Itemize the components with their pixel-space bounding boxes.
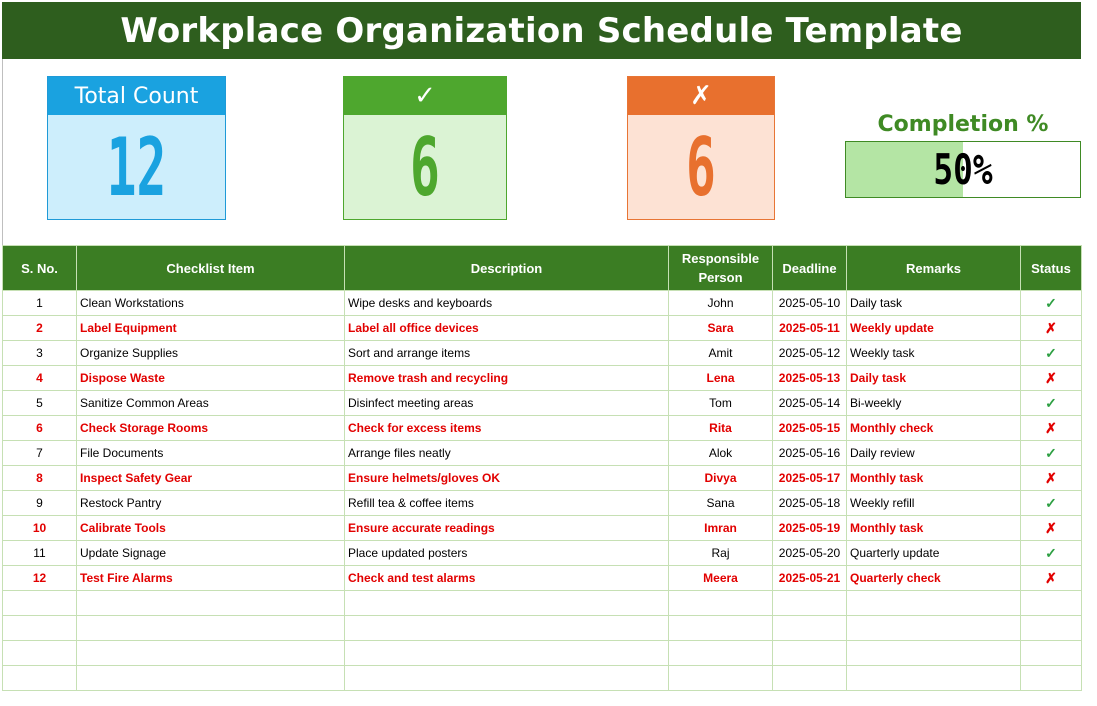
cell-sno[interactable]: 5 <box>3 391 77 416</box>
sheet-border <box>2 59 3 245</box>
cell-responsible-person[interactable]: Rita <box>669 416 773 441</box>
check-icon: ✓ <box>1045 544 1057 561</box>
cell-checklist-item[interactable]: Inspect Safety Gear <box>77 466 345 491</box>
empty-cell[interactable] <box>77 591 345 616</box>
cell-remarks[interactable]: Bi-weekly <box>847 391 1021 416</box>
empty-cell[interactable] <box>1021 616 1082 641</box>
table-row <box>3 441 1082 466</box>
completion-label: Completion % <box>877 112 1049 137</box>
cell-responsible-person[interactable]: Divya <box>669 466 773 491</box>
page-title: Workplace Organization Schedule Template <box>2 2 1081 59</box>
cell-checklist-item[interactable]: Check Storage Rooms <box>77 416 345 441</box>
cell-deadline[interactable]: 2025-05-18 <box>773 491 847 516</box>
cell-deadline[interactable]: 2025-05-16 <box>773 441 847 466</box>
cell-sno[interactable]: 10 <box>3 516 77 541</box>
cell-description[interactable]: Remove trash and recycling <box>345 366 669 391</box>
cell-remarks[interactable]: Weekly refill <box>847 491 1021 516</box>
check-icon: ✓ <box>1045 494 1057 511</box>
cell-deadline[interactable]: 2025-05-14 <box>773 391 847 416</box>
completed-count-value: 6 <box>410 120 440 214</box>
empty-cell[interactable] <box>847 641 1021 666</box>
total-count-value: 12 <box>106 120 167 214</box>
empty-cell[interactable] <box>3 666 77 691</box>
cell-checklist-item[interactable]: File Documents <box>77 441 345 466</box>
cross-icon: ✗ <box>1045 569 1057 586</box>
cell-checklist-item[interactable]: Update Signage <box>77 541 345 566</box>
cell-status[interactable] <box>1021 541 1082 566</box>
check-icon: ✓ <box>1045 394 1057 411</box>
checklist-table <box>2 245 1082 691</box>
cell-description[interactable]: Label all office devices <box>345 316 669 341</box>
total-count-card <box>47 76 226 220</box>
completed-count-card <box>343 76 507 220</box>
pending-count-value: 6 <box>686 120 716 214</box>
cell-sno[interactable]: 12 <box>3 566 77 591</box>
cell-responsible-person[interactable]: Lena <box>669 366 773 391</box>
cell-remarks[interactable]: Weekly update <box>847 316 1021 341</box>
cell-description[interactable]: Ensure helmets/gloves OK <box>345 466 669 491</box>
cell-remarks[interactable]: Daily task <box>847 291 1021 316</box>
cell-deadline[interactable]: 2025-05-19 <box>773 516 847 541</box>
cell-description[interactable]: Disinfect meeting areas <box>345 391 669 416</box>
check-icon: ✓ <box>344 77 506 115</box>
table-row <box>3 541 1082 566</box>
empty-table-row <box>3 641 1082 666</box>
cell-remarks[interactable]: Monthly check <box>847 416 1021 441</box>
cell-checklist-item[interactable]: Label Equipment <box>77 316 345 341</box>
cell-sno[interactable]: 6 <box>3 416 77 441</box>
cell-responsible-person[interactable]: Sara <box>669 316 773 341</box>
empty-cell[interactable] <box>669 666 773 691</box>
cell-description[interactable]: Check for excess items <box>345 416 669 441</box>
cell-deadline[interactable]: 2025-05-12 <box>773 341 847 366</box>
cell-checklist-item[interactable]: Clean Workstations <box>77 291 345 316</box>
cell-sno[interactable]: 7 <box>3 441 77 466</box>
check-icon: ✓ <box>1045 444 1057 461</box>
cell-status[interactable] <box>1021 366 1082 391</box>
table-row <box>3 391 1082 416</box>
cell-deadline[interactable]: 2025-05-11 <box>773 316 847 341</box>
pending-count-card <box>627 76 775 220</box>
check-icon: ✓ <box>1045 344 1057 361</box>
table-row <box>3 516 1082 541</box>
cell-status[interactable] <box>1021 466 1082 491</box>
empty-cell[interactable] <box>345 641 669 666</box>
header-responsible-person[interactable]: Responsible Person <box>669 246 773 291</box>
empty-cell[interactable] <box>77 641 345 666</box>
cell-remarks[interactable]: Daily review <box>847 441 1021 466</box>
cell-description[interactable]: Refill tea & coffee items <box>345 491 669 516</box>
cell-description[interactable]: Ensure accurate readings <box>345 516 669 541</box>
cell-sno[interactable]: 3 <box>3 341 77 366</box>
cell-description[interactable]: Place updated posters <box>345 541 669 566</box>
cell-status[interactable] <box>1021 441 1082 466</box>
empty-cell[interactable] <box>3 591 77 616</box>
cell-responsible-person[interactable]: Sana <box>669 491 773 516</box>
total-count-label: Total Count <box>48 77 225 115</box>
cell-sno[interactable]: 11 <box>3 541 77 566</box>
table-header-row <box>3 246 1082 291</box>
empty-cell[interactable] <box>77 616 345 641</box>
table-row <box>3 491 1082 516</box>
cross-icon: ✗ <box>628 77 774 115</box>
cell-status[interactable] <box>1021 291 1082 316</box>
empty-cell[interactable] <box>773 616 847 641</box>
cell-sno[interactable]: 4 <box>3 366 77 391</box>
cell-description[interactable]: Arrange files neatly <box>345 441 669 466</box>
cell-responsible-person[interactable]: Imran <box>669 516 773 541</box>
cell-sno[interactable]: 1 <box>3 291 77 316</box>
cell-remarks[interactable]: Weekly task <box>847 341 1021 366</box>
empty-cell[interactable] <box>345 666 669 691</box>
cell-checklist-item[interactable]: Test Fire Alarms <box>77 566 345 591</box>
header-description[interactable]: Description <box>345 246 669 291</box>
cell-responsible-person[interactable]: Raj <box>669 541 773 566</box>
cell-sno[interactable]: 2 <box>3 316 77 341</box>
empty-cell[interactable] <box>1021 591 1082 616</box>
cell-status[interactable] <box>1021 516 1082 541</box>
completion-progress-bar <box>845 141 1081 198</box>
cell-remarks[interactable]: Quarterly check <box>847 566 1021 591</box>
header-deadline[interactable]: Deadline <box>773 246 847 291</box>
empty-cell[interactable] <box>77 666 345 691</box>
table-row <box>3 566 1082 591</box>
cell-sno[interactable]: 9 <box>3 491 77 516</box>
cell-sno[interactable]: 8 <box>3 466 77 491</box>
cell-deadline[interactable]: 2025-05-10 <box>773 291 847 316</box>
table-row <box>3 416 1082 441</box>
cell-checklist-item[interactable]: Organize Supplies <box>77 341 345 366</box>
empty-cell[interactable] <box>773 666 847 691</box>
empty-cell[interactable] <box>669 591 773 616</box>
cell-deadline[interactable]: 2025-05-21 <box>773 566 847 591</box>
check-icon: ✓ <box>1045 294 1057 311</box>
cell-responsible-person[interactable]: Meera <box>669 566 773 591</box>
empty-cell[interactable] <box>3 616 77 641</box>
cell-remarks[interactable]: Quarterly update <box>847 541 1021 566</box>
header-checklist-item[interactable]: Checklist Item <box>77 246 345 291</box>
table-row <box>3 366 1082 391</box>
empty-cell[interactable] <box>847 666 1021 691</box>
empty-table-row <box>3 616 1082 641</box>
empty-cell[interactable] <box>847 616 1021 641</box>
empty-cell[interactable] <box>773 591 847 616</box>
cell-responsible-person[interactable]: John <box>669 291 773 316</box>
cell-responsible-person[interactable]: Alok <box>669 441 773 466</box>
cell-checklist-item[interactable]: Dispose Waste <box>77 366 345 391</box>
cell-remarks[interactable]: Monthly task <box>847 466 1021 491</box>
cell-status[interactable] <box>1021 566 1082 591</box>
header-sno[interactable]: S. No. <box>3 246 77 291</box>
header-remarks[interactable]: Remarks <box>847 246 1021 291</box>
cell-checklist-item[interactable]: Calibrate Tools <box>77 516 345 541</box>
completion-value: 50% <box>933 145 993 194</box>
table-row <box>3 341 1082 366</box>
cell-remarks[interactable]: Monthly task <box>847 516 1021 541</box>
table-row <box>3 466 1082 491</box>
cell-description[interactable]: Sort and arrange items <box>345 341 669 366</box>
cell-checklist-item[interactable]: Restock Pantry <box>77 491 345 516</box>
empty-cell[interactable] <box>669 641 773 666</box>
empty-cell[interactable] <box>345 591 669 616</box>
cell-deadline[interactable]: 2025-05-15 <box>773 416 847 441</box>
empty-cell[interactable] <box>847 591 1021 616</box>
cell-deadline[interactable]: 2025-05-13 <box>773 366 847 391</box>
cross-icon: ✗ <box>1045 419 1057 436</box>
cell-status[interactable] <box>1021 316 1082 341</box>
cell-remarks[interactable]: Daily task <box>847 366 1021 391</box>
cell-checklist-item[interactable]: Sanitize Common Areas <box>77 391 345 416</box>
cross-icon: ✗ <box>1045 319 1057 336</box>
empty-cell[interactable] <box>773 641 847 666</box>
cell-deadline[interactable]: 2025-05-20 <box>773 541 847 566</box>
cell-responsible-person[interactable]: Amit <box>669 341 773 366</box>
cross-icon: ✗ <box>1045 519 1057 536</box>
table-row <box>3 316 1082 341</box>
cell-deadline[interactable]: 2025-05-17 <box>773 466 847 491</box>
cell-status[interactable] <box>1021 491 1082 516</box>
empty-table-row <box>3 666 1082 691</box>
empty-cell[interactable] <box>1021 666 1082 691</box>
cell-responsible-person[interactable]: Tom <box>669 391 773 416</box>
cross-icon: ✗ <box>1045 369 1057 386</box>
header-status[interactable]: Status <box>1021 246 1082 291</box>
empty-cell[interactable] <box>669 616 773 641</box>
cell-status[interactable] <box>1021 341 1082 366</box>
empty-cell[interactable] <box>345 616 669 641</box>
cell-status[interactable] <box>1021 416 1082 441</box>
table-row <box>3 291 1082 316</box>
cross-icon: ✗ <box>1045 469 1057 486</box>
empty-cell[interactable] <box>3 641 77 666</box>
empty-table-row <box>3 591 1082 616</box>
cell-description[interactable]: Wipe desks and keyboards <box>345 291 669 316</box>
cell-status[interactable] <box>1021 391 1082 416</box>
empty-cell[interactable] <box>1021 641 1082 666</box>
cell-description[interactable]: Check and test alarms <box>345 566 669 591</box>
